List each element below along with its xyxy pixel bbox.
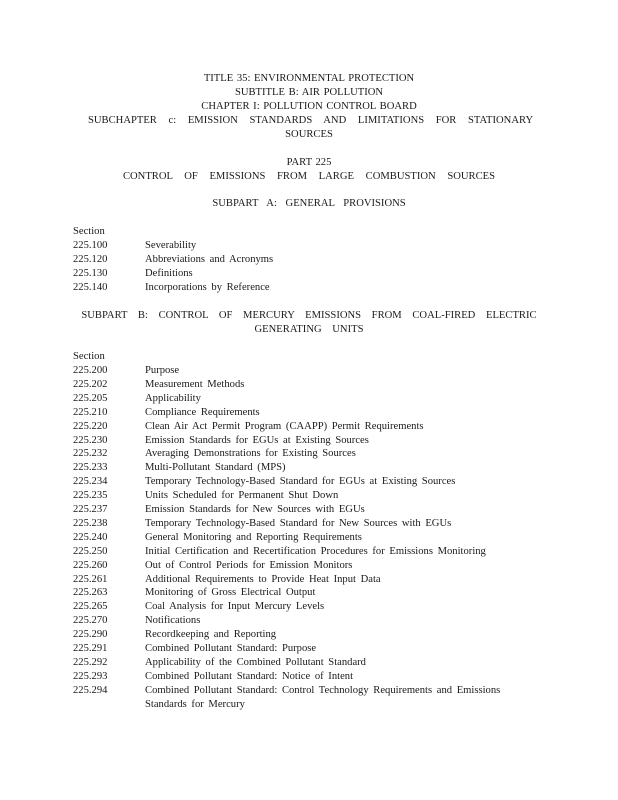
section-number: 225.260: [73, 559, 108, 571]
section-number: 225.237: [73, 504, 108, 515]
section-title: Abbreviations and Acronyms: [145, 253, 274, 265]
section-title: Temporary Technology-Based Standard for New Sources with EGUs: [145, 517, 452, 529]
section-title: Notifications: [145, 615, 201, 627]
section-number: 225.232: [73, 448, 108, 460]
section-number: 225.263: [73, 587, 108, 599]
section-title: Recordkeeping and Reporting: [145, 629, 277, 641]
section-title: Combined Pollutant Standard: Control Technology Requirements and Emissions Standards for Mercury: [145, 684, 505, 710]
chapter-heading: CHAPTER I: POLLUTION CONTROL BOARD: [201, 101, 417, 112]
subpart-b-title-cont: GENERATING UNITS: [254, 324, 364, 335]
part-heading: PART 225: [286, 157, 332, 168]
section-title: General Monitoring and Reporting Requirements: [145, 531, 362, 543]
section-title: Severability: [145, 240, 197, 251]
section-number: 225.292: [73, 656, 108, 668]
section-number: 225.235: [73, 490, 108, 502]
section-title: Averaging Demonstrations for Existing Sources: [145, 448, 356, 460]
section-title: Applicability: [145, 392, 201, 404]
section-title: Purpose: [145, 365, 180, 376]
section-number: 225.200: [73, 365, 108, 376]
section-number: 225.140: [73, 281, 108, 293]
section-title: Additional Requirements to Provide Heat Input Data: [145, 573, 381, 585]
section-number: 225.220: [73, 420, 108, 432]
section-number: 225.240: [73, 531, 108, 543]
section-number: 225.293: [73, 670, 108, 682]
section-number: 225.210: [73, 406, 108, 418]
section-number: 225.230: [73, 434, 108, 446]
part-title-heading: CONTROL OF EMISSIONS FROM LARGE COMBUSTION SOURCES: [122, 171, 496, 182]
subchapter-heading-cont: SOURCES: [285, 129, 333, 140]
section-number: 225.250: [73, 545, 108, 557]
section-number: 225.294: [73, 684, 108, 696]
section-title: Combined Pollutant Standard: Notice of Intent: [145, 670, 354, 682]
section-title: Applicability of the Combined Pollutant Standard: [145, 656, 366, 668]
section-title: Monitoring of Gross Electrical Output: [145, 587, 316, 599]
section-title: Incorporations by Reference: [145, 281, 270, 293]
section-number: 225.233: [73, 462, 108, 474]
section-title: Units Scheduled for Permanent Shut Down: [145, 490, 339, 502]
section-title: Measurement Methods: [145, 378, 245, 390]
section-number: 225.100: [73, 240, 108, 251]
section-title: Clean Air Act Permit Program (CAAPP) Permit Requirements: [145, 420, 424, 432]
section-number: 225.202: [73, 378, 108, 390]
section-number: 225.234: [73, 476, 108, 488]
subchapter-heading: SUBCHAPTER c: EMISSION STANDARDS AND LIMITATIONS FOR STATIONARY: [88, 115, 534, 126]
section-number: 225.270: [73, 615, 108, 627]
section-title: Emission Standards for New Sources with EGUs: [145, 504, 365, 515]
section-number: 225.205: [73, 392, 108, 404]
section-number: 225.120: [73, 253, 108, 265]
subpart-b-title: SUBPART B: CONTROL OF MERCURY EMISSIONS FROM COAL-FIRED ELECTRIC: [81, 310, 537, 321]
section-number: 225.265: [73, 601, 108, 613]
section-number: 225.130: [73, 267, 108, 279]
section-title: Multi-Pollutant Standard (MPS): [145, 462, 286, 474]
section-number: 225.290: [73, 629, 108, 641]
section-number: 225.291: [73, 643, 108, 654]
subpart-a-title: SUBPART A: GENERAL PROVISIONS: [212, 198, 406, 209]
section-title: Temporary Technology-Based Standard for EGUs at Existing Sources: [145, 476, 456, 488]
section-number: 225.238: [73, 517, 108, 529]
section-title: Definitions: [145, 267, 193, 279]
section-number: 225.261: [73, 573, 108, 585]
section-title: Compliance Requirements: [145, 406, 260, 418]
section-title: Combined Pollutant Standard: Purpose: [145, 643, 317, 654]
section-column-label: Section: [73, 351, 105, 362]
section-title: Coal Analysis for Input Mercury Levels: [145, 601, 325, 613]
title-heading: TITLE 35: ENVIRONMENTAL PROTECTION: [203, 73, 415, 84]
section-title: Emission Standards for EGUs at Existing Sources: [145, 434, 369, 446]
section-title: Out of Control Periods for Emission Monitors: [145, 559, 353, 571]
section-title: Initial Certification and Recertification Procedures for Emissions Monitoring: [145, 545, 486, 557]
section-column-label: Section: [73, 226, 105, 237]
subtitle-heading: SUBTITLE B: AIR POLLUTION: [234, 87, 384, 98]
